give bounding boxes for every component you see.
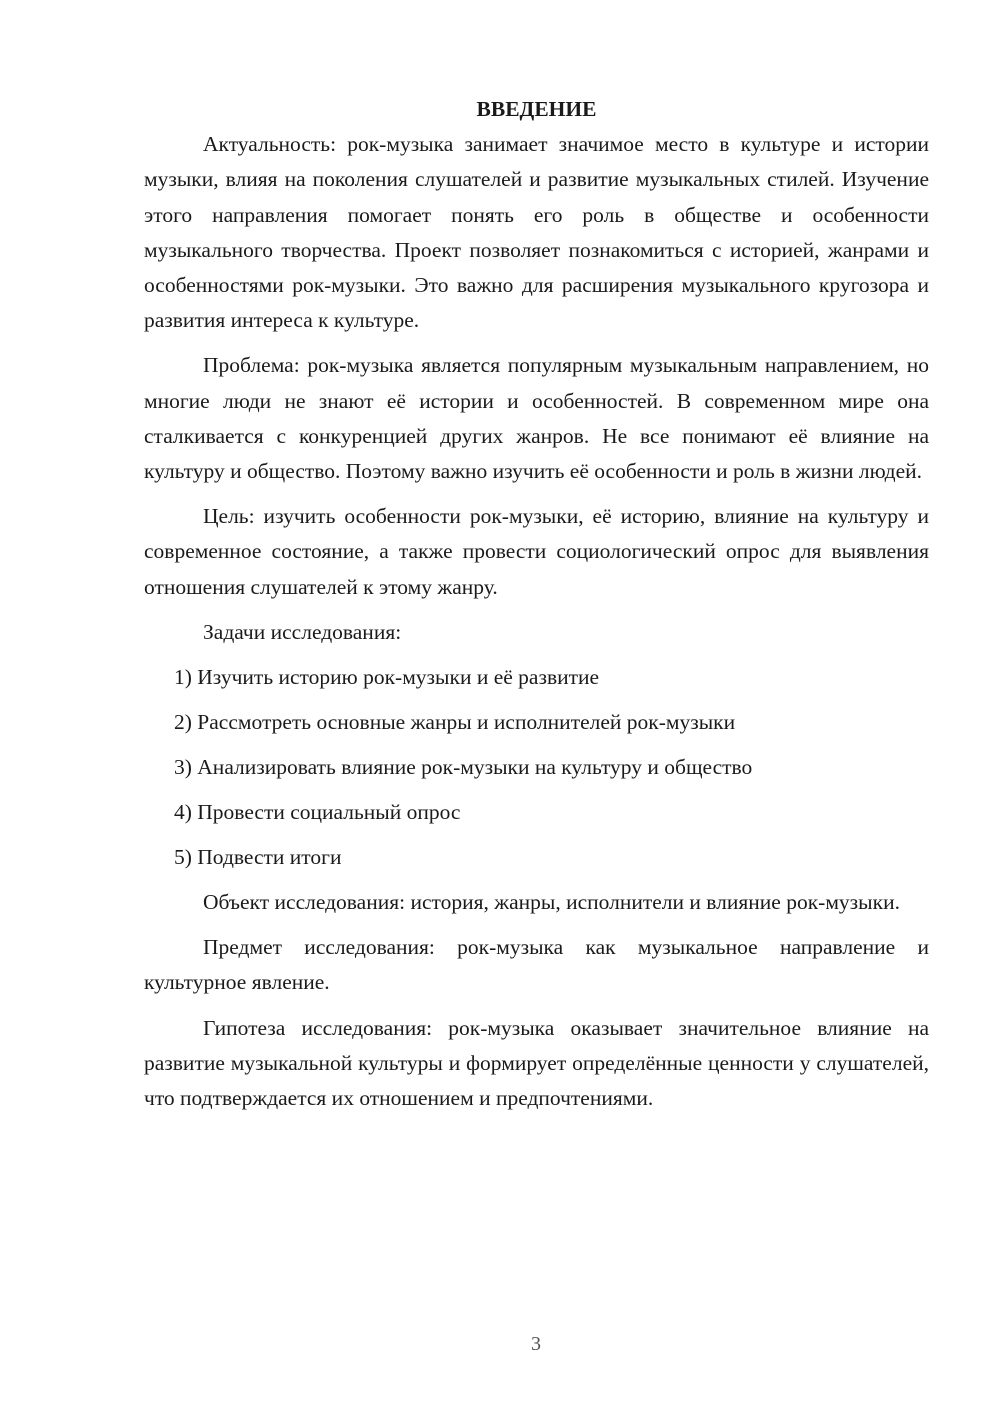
task-item: 2) Рассмотреть основные жанры и исполнителей рок-музыки (174, 710, 736, 735)
tasks-list (144, 660, 929, 885)
section-heading: ВВЕДЕНИЕ (476, 97, 597, 121)
hypothesis-paragraph: Гипотеза исследования: рок-музыка оказывает значительное влияние на развитие музыкальной культуры и формирует определённые ценности у слушателей, что подтверждается их отношением и предпочтениями. (144, 1015, 929, 1111)
page-number: 3 (531, 1333, 541, 1355)
page-content (144, 92, 929, 1116)
relevance-paragraph: Актуальность: рок-музыка занимает значимое место в культуре и истории музыки, влияя на поколения слушателей и развитие музыкальных стилей. Изучение этого направления помогает понять его роль в обществе и особенности музыкального творчества. Проект позволяет познакомиться с историей, жанрами и особенностями рок-музыки. Это важно для расширения музыкального кругозора и развития интереса к культуре. (144, 132, 929, 333)
task-item: 3) Анализировать влияние рок-музыки на культуру и общество (174, 755, 753, 780)
subject-paragraph: Предмет исследования: рок-музыка как музыкальное направление и культурное явление. (144, 935, 929, 995)
task-item: 4) Провести социальный опрос (174, 800, 461, 825)
object-paragraph: Объект исследования: история, жанры, исполнители и влияние рок-музыки. (203, 890, 900, 915)
problem-paragraph: Проблема: рок-музыка является популярным музыкальным направлением, но многие люди не знают её истории и особенностей. В современном мире она сталкивается с конкуренцией других жанров. Не все понимают её влияние на культуру и общество. Поэтому важно изучить её особенности и роль в жизни людей. (144, 353, 929, 484)
task-item: 1) Изучить историю рок-музыки и её развитие (174, 665, 600, 690)
tasks-intro: Задачи исследования: (203, 619, 402, 644)
goal-paragraph: Цель: изучить особенности рок-музыки, её историю, влияние на культуру и современное состояние, а также провести социологический опрос для выявления отношения слушателей к этому жанру. (144, 504, 929, 599)
task-item: 5) Подвести итоги (174, 845, 342, 870)
